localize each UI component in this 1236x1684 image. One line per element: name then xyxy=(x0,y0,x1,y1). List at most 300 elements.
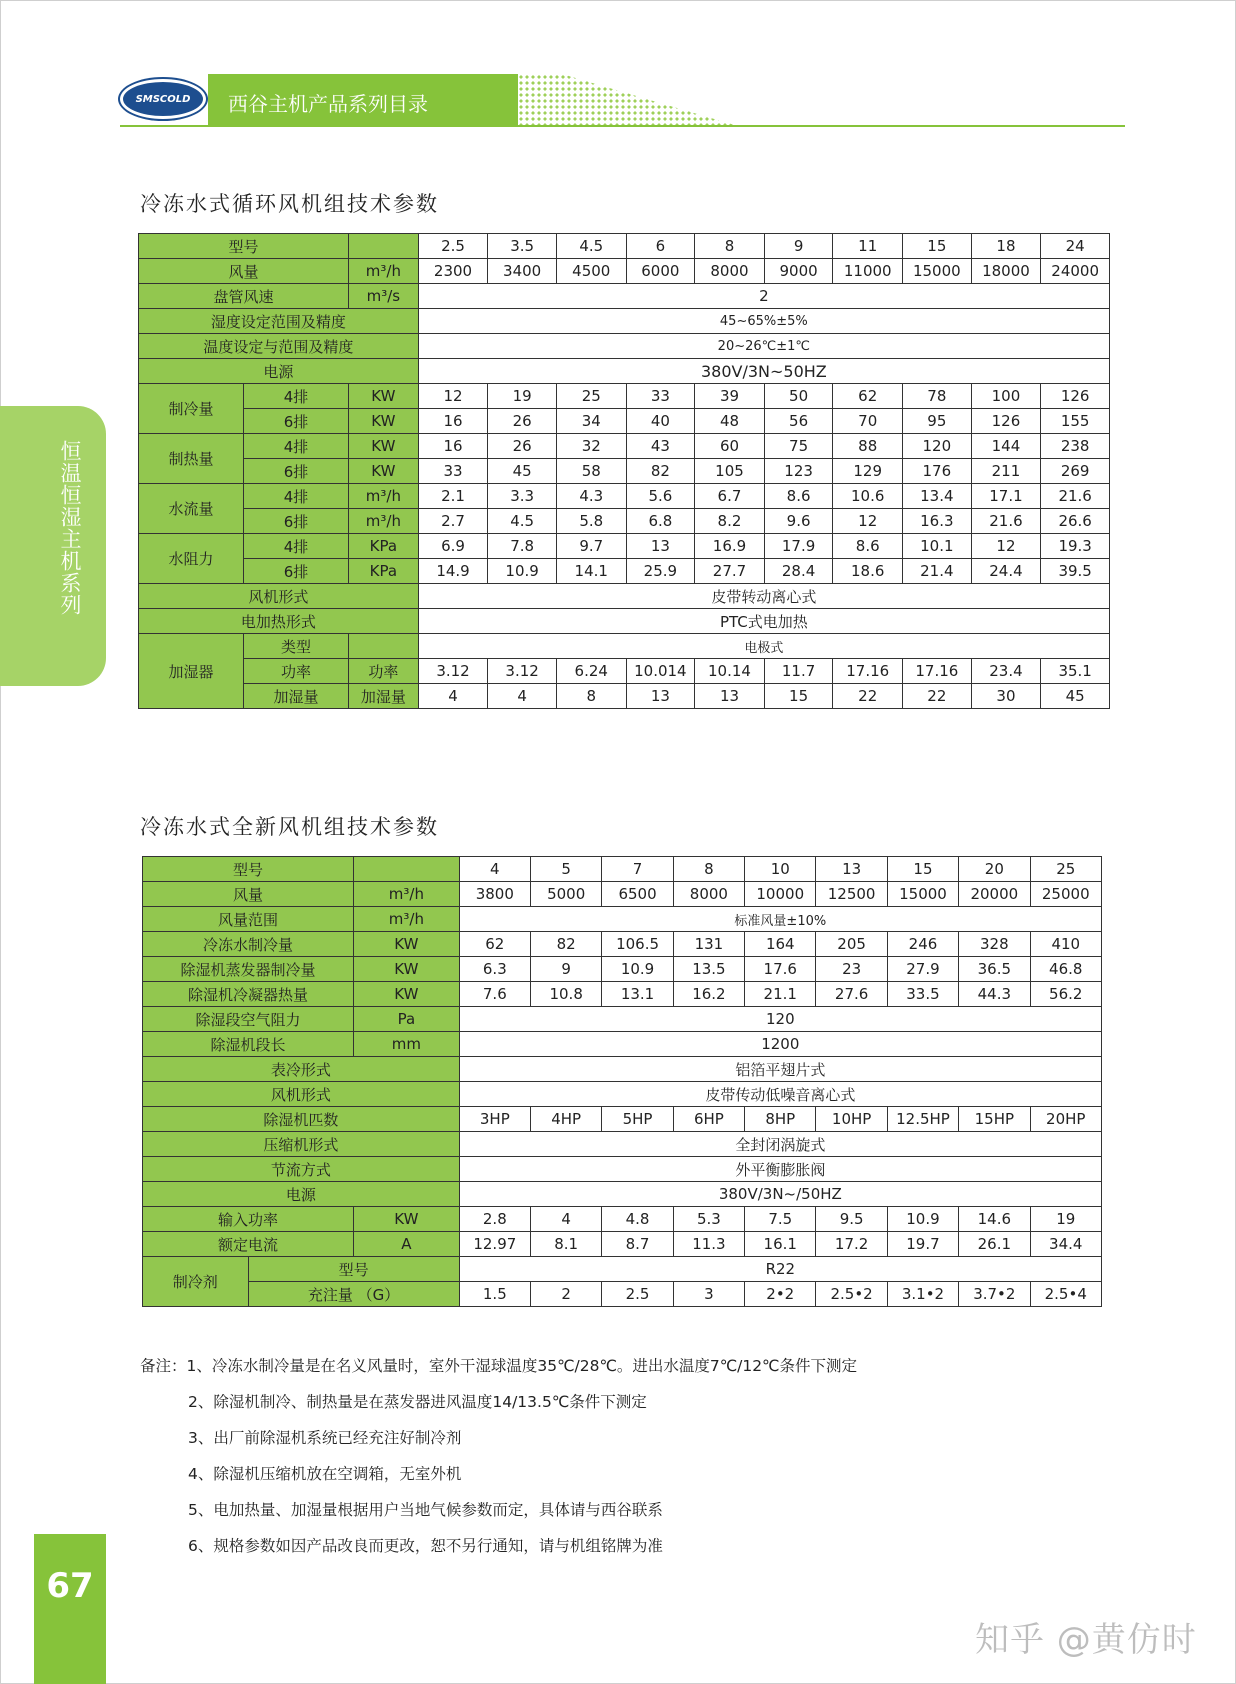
unit-cell: 加湿量 xyxy=(349,684,419,709)
table-row xyxy=(143,882,1102,907)
table-row xyxy=(143,857,1102,882)
table-row xyxy=(143,1257,1102,1282)
table-cell: 176 xyxy=(903,459,972,484)
note-item: 5、电加热量、加湿量根据用户当地气候参数而定，具体请与西谷联系 xyxy=(188,1501,663,1519)
side-tab xyxy=(0,406,106,686)
table-row xyxy=(143,907,1102,932)
table-row xyxy=(139,559,1110,584)
table-cell: 22 xyxy=(903,684,972,709)
table-row xyxy=(139,684,1110,709)
unit-cell: mm xyxy=(354,1032,460,1057)
table-cell: PTC式电加热 xyxy=(418,609,1109,634)
sub-label: 6排 xyxy=(244,459,349,484)
unit-cell: m³/h xyxy=(354,907,460,932)
table-row xyxy=(143,982,1102,1007)
table-cell: 17.9 xyxy=(764,534,833,559)
unit-cell: A xyxy=(354,1232,460,1257)
table-row xyxy=(139,284,1110,309)
table-cell: 43 xyxy=(626,434,695,459)
table-cell: 10.9 xyxy=(887,1207,958,1232)
table-cell: 11000 xyxy=(833,259,903,284)
table-row xyxy=(139,234,1110,259)
side-tab-label: 恒温恒湿主机系列 xyxy=(58,440,82,616)
table-cell: 8.6 xyxy=(764,484,833,509)
table-cell: 23 xyxy=(816,957,887,982)
table-cell: 45 xyxy=(1041,684,1110,709)
table-cell: 10HP xyxy=(816,1107,887,1132)
table-cell: 205 xyxy=(816,932,887,957)
model-cell: 20 xyxy=(959,857,1030,882)
table-cell: 9.6 xyxy=(764,509,833,534)
table-cell: 27.7 xyxy=(695,559,765,584)
row-label: 风机形式 xyxy=(139,584,419,609)
table-cell: 88 xyxy=(833,434,903,459)
table-cell: 5000 xyxy=(531,882,602,907)
table-cell: 6.3 xyxy=(459,957,530,982)
table-row xyxy=(139,359,1110,384)
model-cell: 5 xyxy=(531,857,602,882)
unit-cell: KW xyxy=(354,932,460,957)
table-cell: 62 xyxy=(459,932,530,957)
model-cell: 9 xyxy=(764,234,833,259)
table-cell: 155 xyxy=(1041,409,1110,434)
table-cell: 24000 xyxy=(1041,259,1110,284)
unit-cell: KW xyxy=(349,434,419,459)
table-cell: 82 xyxy=(531,932,602,957)
unit-cell: m³/h xyxy=(349,259,419,284)
table-cell: 82 xyxy=(626,459,695,484)
table-cell: 2300 xyxy=(418,259,488,284)
table-cell: 13 xyxy=(626,684,695,709)
row-label: 湿度设定范围及精度 xyxy=(139,309,419,334)
table-cell: 2.5•2 xyxy=(816,1282,887,1307)
table-row xyxy=(143,957,1102,982)
table-row xyxy=(139,434,1110,459)
table-row xyxy=(143,1207,1102,1232)
table-cell: 35.1 xyxy=(1041,659,1110,684)
table-cell: 3 xyxy=(673,1282,744,1307)
model-cell: 2.5 xyxy=(418,234,488,259)
table-cell: 7.8 xyxy=(488,534,557,559)
note-item: 2、除湿机制冷、制热量是在蒸发器进风温度14/13.5℃条件下测定 xyxy=(188,1393,647,1411)
sub-label: 类型 xyxy=(244,634,349,659)
table-cell: 15 xyxy=(764,684,833,709)
table-cell: 4 xyxy=(531,1207,602,1232)
table-cell: 33 xyxy=(626,384,695,409)
table-cell: 62 xyxy=(833,384,903,409)
table-cell: 100 xyxy=(971,384,1041,409)
table-cell: 2.1 xyxy=(418,484,488,509)
table-cell: 44.3 xyxy=(959,982,1030,1007)
table-cell: 4.3 xyxy=(556,484,626,509)
table-cell: 3.7•2 xyxy=(959,1282,1030,1307)
table-cell: 8.1 xyxy=(531,1232,602,1257)
table-cell: 2 xyxy=(418,284,1109,309)
note-item: 6、规格参数如因产品改良而更改，恕不另行通知，请与机组铭牌为准 xyxy=(188,1537,663,1555)
table-cell: 1200 xyxy=(459,1032,1101,1057)
table-cell: 50 xyxy=(764,384,833,409)
row-label: 温度设定与范围及精度 xyxy=(139,334,419,359)
table-cell: 10.1 xyxy=(903,534,972,559)
unit-cell: KW xyxy=(349,459,419,484)
table-cell: 10.9 xyxy=(602,957,673,982)
row-label: 型号 xyxy=(139,234,349,259)
table-cell: 皮带传动低噪音离心式 xyxy=(459,1082,1101,1107)
sub-label: 4排 xyxy=(244,434,349,459)
table-cell: 30 xyxy=(971,684,1041,709)
table-cell: 8000 xyxy=(673,882,744,907)
table-cell: 106.5 xyxy=(602,932,673,957)
row-label: 电加热形式 xyxy=(139,609,419,634)
table-cell: 2 xyxy=(531,1282,602,1307)
table-row xyxy=(139,584,1110,609)
table-cell: 13.4 xyxy=(903,484,972,509)
table-row xyxy=(143,1082,1102,1107)
table2 xyxy=(142,856,1102,1307)
table-cell: 4 xyxy=(418,684,488,709)
table-cell: 3HP xyxy=(459,1107,530,1132)
table-row xyxy=(143,932,1102,957)
table-cell: 11.7 xyxy=(764,659,833,684)
table-cell: 5.3 xyxy=(673,1207,744,1232)
table-cell: 25000 xyxy=(1030,882,1101,907)
table-row xyxy=(143,1282,1102,1307)
table-cell: 13 xyxy=(695,684,765,709)
table-cell: 10.8 xyxy=(531,982,602,1007)
table-cell: 45 xyxy=(488,459,557,484)
table-row xyxy=(143,1007,1102,1032)
table-cell: 5.6 xyxy=(626,484,695,509)
table-cell: 24.4 xyxy=(971,559,1041,584)
group-label: 制冷量 xyxy=(139,384,244,434)
table-cell: 269 xyxy=(1041,459,1110,484)
table-cell: 28.4 xyxy=(764,559,833,584)
table-cell: 39 xyxy=(695,384,765,409)
table-cell: 21.6 xyxy=(971,509,1041,534)
table-cell: 16.3 xyxy=(903,509,972,534)
row-label: 除湿机冷凝器热量 xyxy=(143,982,354,1007)
table-row xyxy=(139,384,1110,409)
unit-cell: KW xyxy=(354,982,460,1007)
table-cell: 129 xyxy=(833,459,903,484)
table-cell: 4HP xyxy=(531,1107,602,1132)
row-label: 冷冻水制冷量 xyxy=(143,932,354,957)
table-cell: 8.2 xyxy=(695,509,765,534)
table-cell: 410 xyxy=(1030,932,1101,957)
note-item: 3、出厂前除湿机系统已经充注好制冷剂 xyxy=(188,1429,462,1447)
table-cell: 144 xyxy=(971,434,1041,459)
table-cell: 17.16 xyxy=(903,659,972,684)
sub-label: 4排 xyxy=(244,384,349,409)
catalog-title: 西谷主机产品系列目录 xyxy=(228,92,428,116)
model-cell: 10 xyxy=(745,857,816,882)
table-cell: 3400 xyxy=(488,259,557,284)
table-cell: 27.6 xyxy=(816,982,887,1007)
table-cell: 20~26℃±1℃ xyxy=(418,334,1109,359)
table-cell: 70 xyxy=(833,409,903,434)
table-cell: 13.1 xyxy=(602,982,673,1007)
model-cell: 11 xyxy=(833,234,903,259)
table-cell: 10000 xyxy=(745,882,816,907)
table-cell: 14.1 xyxy=(556,559,626,584)
header-dot-pattern xyxy=(518,74,738,126)
table-row xyxy=(143,1057,1102,1082)
table-cell: 26.1 xyxy=(959,1232,1030,1257)
table-cell: 34 xyxy=(556,409,626,434)
unit-cell xyxy=(349,234,419,259)
table-cell: 126 xyxy=(971,409,1041,434)
table-row xyxy=(143,1157,1102,1182)
sub-label: 4排 xyxy=(244,534,349,559)
model-cell: 8 xyxy=(695,234,765,259)
unit-cell: KW xyxy=(349,409,419,434)
table-cell: 8.6 xyxy=(833,534,903,559)
table-cell: 17.2 xyxy=(816,1232,887,1257)
table-cell: 75 xyxy=(764,434,833,459)
table-cell: 380V/3N~50HZ xyxy=(418,359,1109,384)
table-cell: 9.7 xyxy=(556,534,626,559)
unit-cell: KW xyxy=(349,384,419,409)
table-row xyxy=(143,1232,1102,1257)
table-cell: 2.7 xyxy=(418,509,488,534)
table-cell: 246 xyxy=(887,932,958,957)
table-cell: 18000 xyxy=(971,259,1041,284)
table-cell: 12 xyxy=(418,384,488,409)
unit-cell xyxy=(349,634,419,659)
table-cell: 2.5•4 xyxy=(1030,1282,1101,1307)
table-cell: 34.4 xyxy=(1030,1232,1101,1257)
row-label: 额定电流 xyxy=(143,1232,354,1257)
model-cell: 3.5 xyxy=(488,234,557,259)
table-cell: 15HP xyxy=(959,1107,1030,1132)
unit-cell: KW xyxy=(354,1207,460,1232)
table-cell: 21.4 xyxy=(903,559,972,584)
sub-label: 6排 xyxy=(244,409,349,434)
table-cell: 56 xyxy=(764,409,833,434)
table-cell: 10.014 xyxy=(626,659,695,684)
page-number: 67 xyxy=(46,1566,94,1606)
table-row xyxy=(139,534,1110,559)
model-cell: 13 xyxy=(816,857,887,882)
table-cell: 15000 xyxy=(903,259,972,284)
table-cell: 16.1 xyxy=(745,1232,816,1257)
table-cell: 78 xyxy=(903,384,972,409)
table-cell: 17.1 xyxy=(971,484,1041,509)
table-cell: 3.3 xyxy=(488,484,557,509)
table-cell: 3.12 xyxy=(418,659,488,684)
table-cell: 20000 xyxy=(959,882,1030,907)
table-cell: 10.14 xyxy=(695,659,765,684)
sub-label: 充注量 （G） xyxy=(248,1282,459,1307)
table-cell: 铝箔平翅片式 xyxy=(459,1057,1101,1082)
table-cell: 13 xyxy=(626,534,695,559)
table-cell: 164 xyxy=(745,932,816,957)
table-cell: 120 xyxy=(459,1007,1101,1032)
table-cell: 6HP xyxy=(673,1107,744,1132)
table-row xyxy=(139,609,1110,634)
table-cell: 12.97 xyxy=(459,1232,530,1257)
unit-cell: KW xyxy=(354,957,460,982)
model-cell: 15 xyxy=(887,857,958,882)
note-item: 4、除湿机压缩机放在空调箱，无室外机 xyxy=(188,1465,462,1483)
watermark: 知乎 @黄仿时 xyxy=(975,1620,1197,1660)
table-cell: 36.5 xyxy=(959,957,1030,982)
table-cell: 14.6 xyxy=(959,1207,1030,1232)
table-row xyxy=(139,659,1110,684)
unit-cell: m³/h xyxy=(349,509,419,534)
model-cell: 25 xyxy=(1030,857,1101,882)
table-cell: 16.9 xyxy=(695,534,765,559)
table-cell: 8 xyxy=(556,684,626,709)
table-cell: 39.5 xyxy=(1041,559,1110,584)
table-cell: 58 xyxy=(556,459,626,484)
table-row xyxy=(139,459,1110,484)
table-cell: 12500 xyxy=(816,882,887,907)
table-cell: 26 xyxy=(488,409,557,434)
table-cell: 25.9 xyxy=(626,559,695,584)
table-row xyxy=(139,259,1110,284)
row-label: 表冷形式 xyxy=(143,1057,460,1082)
table-row xyxy=(143,1132,1102,1157)
table-cell: 46.8 xyxy=(1030,957,1101,982)
table-cell: 3800 xyxy=(459,882,530,907)
model-cell: 4.5 xyxy=(556,234,626,259)
table-cell: 20HP xyxy=(1030,1107,1101,1132)
table-cell: R22 xyxy=(459,1257,1101,1282)
table-cell: 6.9 xyxy=(418,534,488,559)
table-cell: 19 xyxy=(1030,1207,1101,1232)
table-cell: 7.5 xyxy=(745,1207,816,1232)
table-cell: 4.5 xyxy=(488,509,557,534)
brand-logo xyxy=(120,79,206,119)
table-cell: 10.9 xyxy=(488,559,557,584)
table-row xyxy=(139,634,1110,659)
table-cell: 328 xyxy=(959,932,1030,957)
row-label: 除湿机匹数 xyxy=(143,1107,460,1132)
row-label: 压缩机形式 xyxy=(143,1132,460,1157)
model-cell: 7 xyxy=(602,857,673,882)
model-cell: 15 xyxy=(903,234,972,259)
notes xyxy=(140,1356,857,1572)
table-cell: 26 xyxy=(488,434,557,459)
table-cell: 8.7 xyxy=(602,1232,673,1257)
table-cell: 18.6 xyxy=(833,559,903,584)
unit-cell: m³/h xyxy=(349,484,419,509)
group-label: 制热量 xyxy=(139,434,244,484)
row-label: 节流方式 xyxy=(143,1157,460,1182)
header-bar xyxy=(208,74,518,126)
table-cell: 2.5 xyxy=(602,1282,673,1307)
unit-cell: 功率 xyxy=(349,659,419,684)
unit-cell: KPa xyxy=(349,559,419,584)
table-row xyxy=(139,334,1110,359)
table-cell: 14.9 xyxy=(418,559,488,584)
table-cell: 5.8 xyxy=(556,509,626,534)
table-cell: 21.1 xyxy=(745,982,816,1007)
table-cell: 95 xyxy=(903,409,972,434)
table-row xyxy=(143,1182,1102,1207)
table-cell: 16.2 xyxy=(673,982,744,1007)
sub-label: 型号 xyxy=(248,1257,459,1282)
table-cell: 17.16 xyxy=(833,659,903,684)
sub-label: 6排 xyxy=(244,509,349,534)
table-row xyxy=(139,509,1110,534)
model-cell: 18 xyxy=(971,234,1041,259)
row-label: 除湿机段长 xyxy=(143,1032,354,1057)
header xyxy=(120,74,1125,126)
logo-text: SMSCOLD xyxy=(135,94,191,105)
table-cell: 外平衡膨胀阀 xyxy=(459,1157,1101,1182)
table-row xyxy=(143,1032,1102,1057)
table-cell: 9000 xyxy=(764,259,833,284)
table-cell: 120 xyxy=(903,434,972,459)
header-rule xyxy=(120,125,1125,127)
table-cell: 7.6 xyxy=(459,982,530,1007)
table-row xyxy=(139,409,1110,434)
table-cell: 全封闭涡旋式 xyxy=(459,1132,1101,1157)
row-label: 风量范围 xyxy=(143,907,354,932)
table-cell: 211 xyxy=(971,459,1041,484)
table-row xyxy=(139,484,1110,509)
table-cell: 60 xyxy=(695,434,765,459)
table1-title: 冷冻水式循环风机组技术参数 xyxy=(140,192,439,216)
unit-cell: KPa xyxy=(349,534,419,559)
table-cell: 238 xyxy=(1041,434,1110,459)
table-cell: 17.6 xyxy=(745,957,816,982)
table-cell: 16 xyxy=(418,434,488,459)
group-label: 水阻力 xyxy=(139,534,244,584)
model-cell: 4 xyxy=(459,857,530,882)
table-cell: 标准风量±10% xyxy=(459,907,1101,932)
table2-title: 冷冻水式全新风机组技术参数 xyxy=(140,815,439,839)
table-cell: 4500 xyxy=(556,259,626,284)
table-cell: 2.8 xyxy=(459,1207,530,1232)
group-label: 制冷剂 xyxy=(143,1257,249,1307)
table-cell: 25 xyxy=(556,384,626,409)
table-cell: 皮带转动离心式 xyxy=(418,584,1109,609)
table-cell: 33.5 xyxy=(887,982,958,1007)
table-cell: 6000 xyxy=(626,259,695,284)
table1 xyxy=(138,233,1110,709)
group-label: 加湿器 xyxy=(139,634,244,709)
sub-label: 6排 xyxy=(244,559,349,584)
unit-cell: Pa xyxy=(354,1007,460,1032)
table-cell: 22 xyxy=(833,684,903,709)
row-label: 风机形式 xyxy=(143,1082,460,1107)
table-cell: 3.12 xyxy=(488,659,557,684)
table-cell: 6500 xyxy=(602,882,673,907)
table-cell: 8HP xyxy=(745,1107,816,1132)
table-cell: 16 xyxy=(418,409,488,434)
row-label: 风量 xyxy=(139,259,349,284)
table-cell: 32 xyxy=(556,434,626,459)
table-cell: 48 xyxy=(695,409,765,434)
table-cell: 12 xyxy=(833,509,903,534)
page-number-block xyxy=(34,1534,106,1684)
table-cell: 19 xyxy=(488,384,557,409)
table-cell: 6.7 xyxy=(695,484,765,509)
table-cell: 1.5 xyxy=(459,1282,530,1307)
row-label: 电源 xyxy=(139,359,419,384)
row-label: 输入功率 xyxy=(143,1207,354,1232)
table-cell: 11.3 xyxy=(673,1232,744,1257)
table-cell: 21.6 xyxy=(1041,484,1110,509)
table-cell: 10.6 xyxy=(833,484,903,509)
table-cell: 15000 xyxy=(887,882,958,907)
table-cell: 126 xyxy=(1041,384,1110,409)
row-label: 风量 xyxy=(143,882,354,907)
table-cell: 12.5HP xyxy=(887,1107,958,1132)
